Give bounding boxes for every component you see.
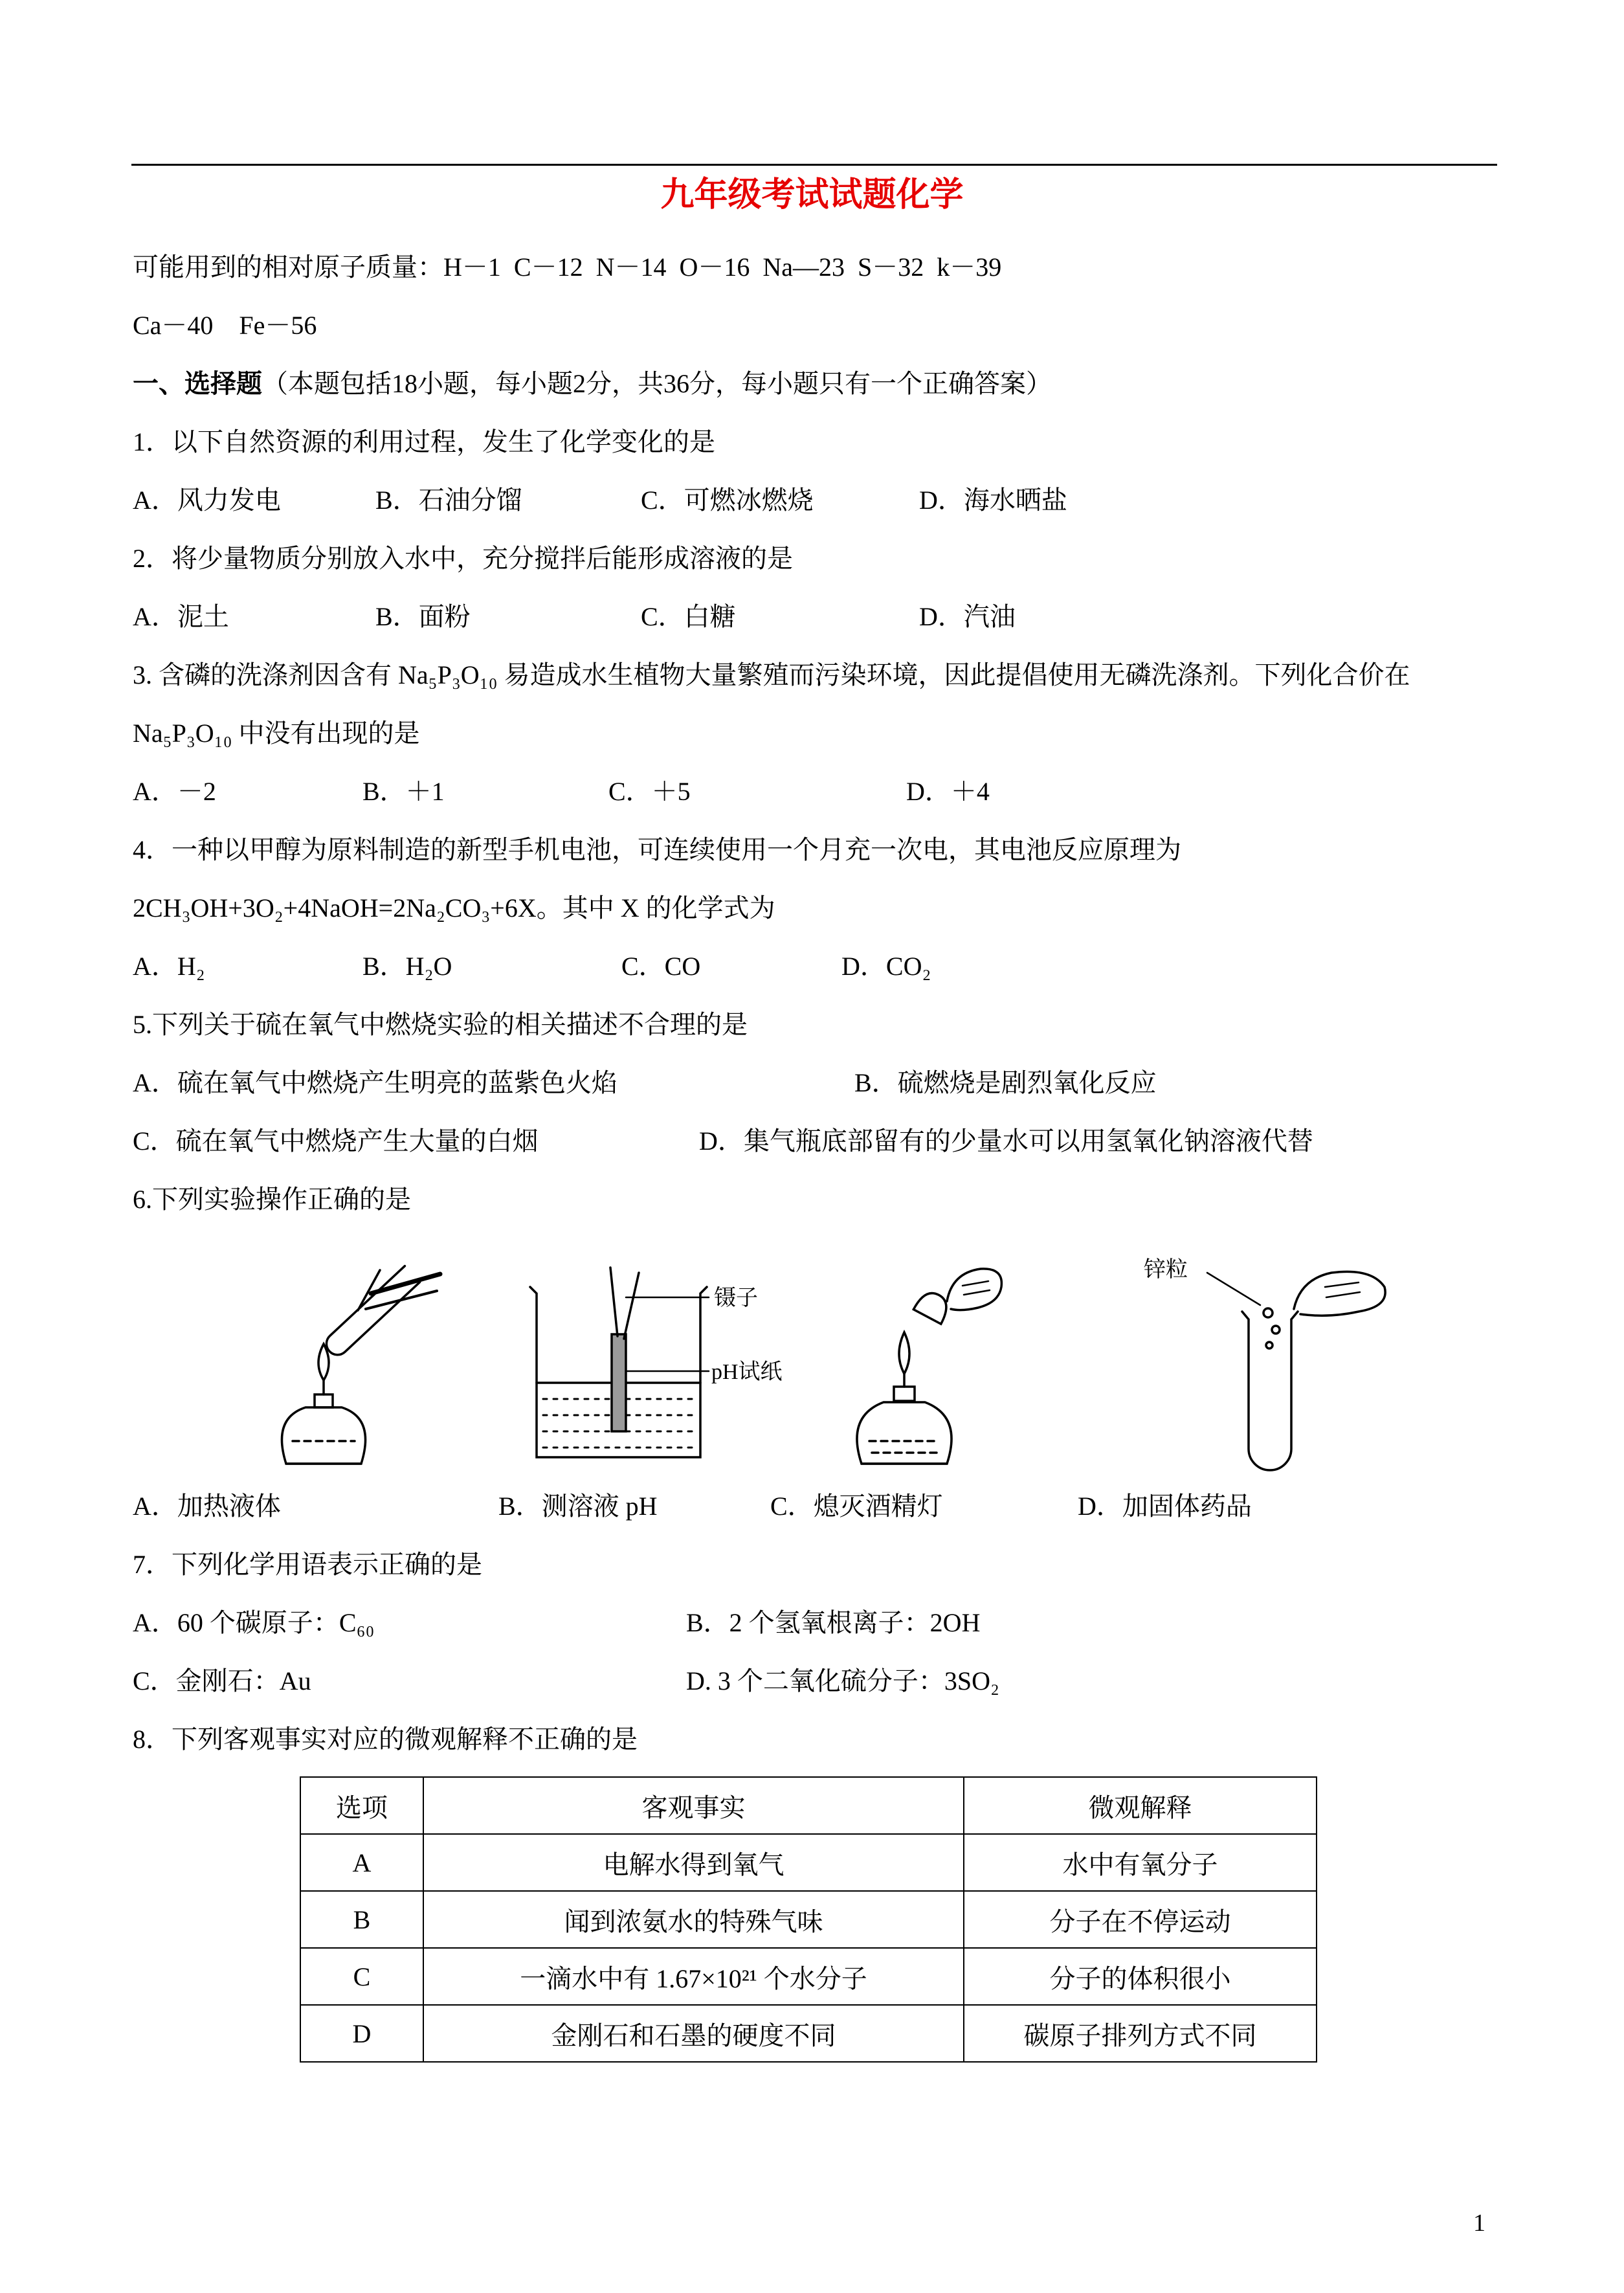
table-cell: 分子在不停运动 — [964, 1891, 1317, 1948]
heating-liquid-diagram — [243, 1247, 443, 1473]
option-c: C．熄灭酒精灯 — [770, 1492, 943, 1521]
header-rule — [131, 164, 1497, 166]
question-6-figures — [133, 1247, 1495, 1473]
option-d: D．加固体药品 — [1078, 1492, 1252, 1521]
question-8-stem: 8．下列客观事实对应的微观解释不正确的是 — [133, 1725, 638, 1754]
section-heading-label: 一、选择题 — [133, 369, 262, 398]
option-c: C．白糖 — [641, 602, 736, 631]
table-cell: 分子的体积很小 — [964, 1948, 1317, 2005]
question-5-options-row-2 — [133, 1112, 1495, 1170]
table-row — [300, 1834, 1317, 1891]
question-3-options — [133, 763, 1495, 821]
option-d: D．集气瓶底部留有的少量水可以用氢氧化钠溶液代替 — [699, 1126, 1313, 1156]
option-a: A．H₂ — [133, 952, 205, 981]
option-d: D．＋4 — [906, 777, 990, 806]
test-tube — [322, 1266, 419, 1359]
option-b: B．硫燃烧是剧烈氧化反应 — [854, 1068, 1157, 1097]
table-header-option: 选项 — [300, 1777, 423, 1834]
section-heading-rest: （本题包括18小题，每小题2分，共36分，每小题只有一个正确答案） — [262, 369, 1052, 398]
figure-ph-test — [516, 1260, 794, 1473]
flame — [899, 1332, 909, 1374]
option-c: C．＋5 — [608, 777, 691, 806]
table-cell: C — [300, 1948, 423, 2005]
ph-test-diagram — [516, 1260, 794, 1473]
table-row — [300, 1891, 1317, 1948]
option-a: A．泥土 — [133, 602, 229, 631]
alcohol-lamp — [282, 1380, 365, 1464]
hand — [947, 1269, 1001, 1310]
document-body — [0, 216, 1624, 2063]
table-cell: 水中有氧分子 — [964, 1834, 1317, 1891]
option-d: D．海水晒盐 — [919, 486, 1067, 515]
option-d: D．汽油 — [919, 602, 1016, 631]
question-1-options — [133, 471, 1495, 530]
extinguish-lamp-diagram — [834, 1247, 1009, 1473]
question-1-stem: 1．以下自然资源的利用过程，发生了化学变化的是 — [133, 427, 715, 456]
question-6-stem: 6.下列实验操作正确的是 — [133, 1185, 411, 1214]
table-cell: B — [300, 1891, 423, 1948]
question-7-options-row-1 — [133, 1594, 1495, 1652]
question-6-captions — [133, 1477, 1495, 1536]
figure-extinguish-lamp — [834, 1247, 1009, 1473]
table-header-explanation: 微观解释 — [964, 1777, 1317, 1834]
question-3-stem: 3. 含磷的洗涤剂因含有 Na₅P₃O₁₀ 易造成水生植物大量繁殖而污染环境，因此提倡使用无磷洗涤剂。下列化合价在 Na₅P₃O₁₀ 中没有出现的是 — [133, 660, 1417, 748]
table-cell: 电解水得到氧气 — [423, 1834, 964, 1891]
question-7-stem: 7．下列化学用语表示正确的是 — [133, 1550, 482, 1579]
table-cell: 金刚石和石墨的硬度不同 — [423, 2005, 964, 2062]
option-a: A．60 个碳原子：C₆₀ — [133, 1608, 375, 1637]
zinc-granules — [1263, 1308, 1280, 1348]
figure-add-solid — [1131, 1247, 1409, 1473]
atomic-masses-line-1: 可能用到的相对原子质量：H－1 C－12 N－14 O－16 Na—23 S－32 k－39 — [133, 252, 1002, 282]
flame — [318, 1344, 329, 1380]
option-c: C．CO — [621, 952, 701, 981]
atomic-masses-line-2: Ca－40 Fe－56 — [133, 311, 317, 340]
table-cell: 一滴水中有 1.67×10²¹ 个水分子 — [423, 1948, 964, 2005]
page-title: 九年级考试试题化学 — [660, 177, 964, 214]
question-2-options — [133, 588, 1495, 646]
zinc-granules-label: 锌粒 — [1144, 1258, 1188, 1282]
table-header-fact: 客观事实 — [423, 1777, 964, 1834]
option-a: A．加热液体 — [133, 1492, 281, 1521]
tweezers — [610, 1268, 639, 1339]
option-d: D. 3 个二氧化硫分子：3SO₂ — [686, 1666, 999, 1695]
option-a: A．风力发电 — [133, 486, 281, 515]
tweezers-label: 镊子 — [714, 1286, 758, 1310]
test-tube-holder — [358, 1270, 440, 1310]
option-a: A．硫在氧气中燃烧产生明亮的蓝紫色火焰 — [133, 1068, 617, 1097]
option-c: C．金刚石：Au — [133, 1666, 311, 1695]
option-c: C．硫在氧气中燃烧产生大量的白烟 — [133, 1126, 539, 1156]
option-b: B．＋1 — [362, 777, 445, 806]
table-row — [300, 2005, 1317, 2062]
add-solid-diagram — [1131, 1247, 1409, 1473]
option-b: B．石油分馏 — [375, 486, 522, 515]
alcohol-lamp — [857, 1374, 951, 1464]
zinc-leader-line — [1207, 1273, 1260, 1305]
option-b: B．H₂O — [362, 952, 452, 981]
question-5-stem: 5.下列关于硫在氧气中燃烧实验的相关描述不合理的是 — [133, 1010, 748, 1039]
section-heading — [133, 355, 1495, 413]
hand — [1294, 1271, 1385, 1315]
table-cell: 碳原子排列方式不同 — [964, 2005, 1317, 2062]
ph-paper-label: pH试纸 — [711, 1360, 783, 1384]
question-2-stem: 2．将少量物质分别放入水中，充分搅拌后能形成溶液的是 — [133, 544, 793, 573]
table-cell: D — [300, 2005, 423, 2062]
table-cell: A — [300, 1834, 423, 1891]
option-b: B．2 个氢氧根离子：2OH — [686, 1608, 981, 1637]
table-row — [300, 1948, 1317, 2005]
option-b: B．面粉 — [375, 602, 471, 631]
page-number: 1 — [1473, 2209, 1485, 2237]
table-cell: 闻到浓氨水的特殊气味 — [423, 1891, 964, 1948]
option-d: D．CO₂ — [841, 952, 931, 981]
option-b: B．测溶液 pH — [498, 1492, 658, 1521]
figure-heating-liquid — [243, 1247, 443, 1473]
ph-paper-strip — [612, 1334, 626, 1431]
lamp-cap — [913, 1288, 952, 1324]
test-tube — [1242, 1312, 1298, 1470]
question-5-options-row-1 — [133, 1054, 1495, 1112]
q8-table — [300, 1776, 1317, 2063]
table-header-row — [300, 1777, 1317, 1834]
question-7-options-row-2 — [133, 1652, 1495, 1710]
option-c: C．可燃冰燃烧 — [641, 486, 814, 515]
option-a: A．－2 — [133, 777, 216, 806]
question-4-stem: 4．一种以甲醇为原料制造的新型手机电池，可连续使用一个月充一次电，其电池反应原理为 2CH₃OH+3O₂+4NaOH=2Na₂CO₃+6X。其中 X 的化学式为 — [133, 835, 1188, 923]
question-4-options — [133, 937, 1495, 996]
